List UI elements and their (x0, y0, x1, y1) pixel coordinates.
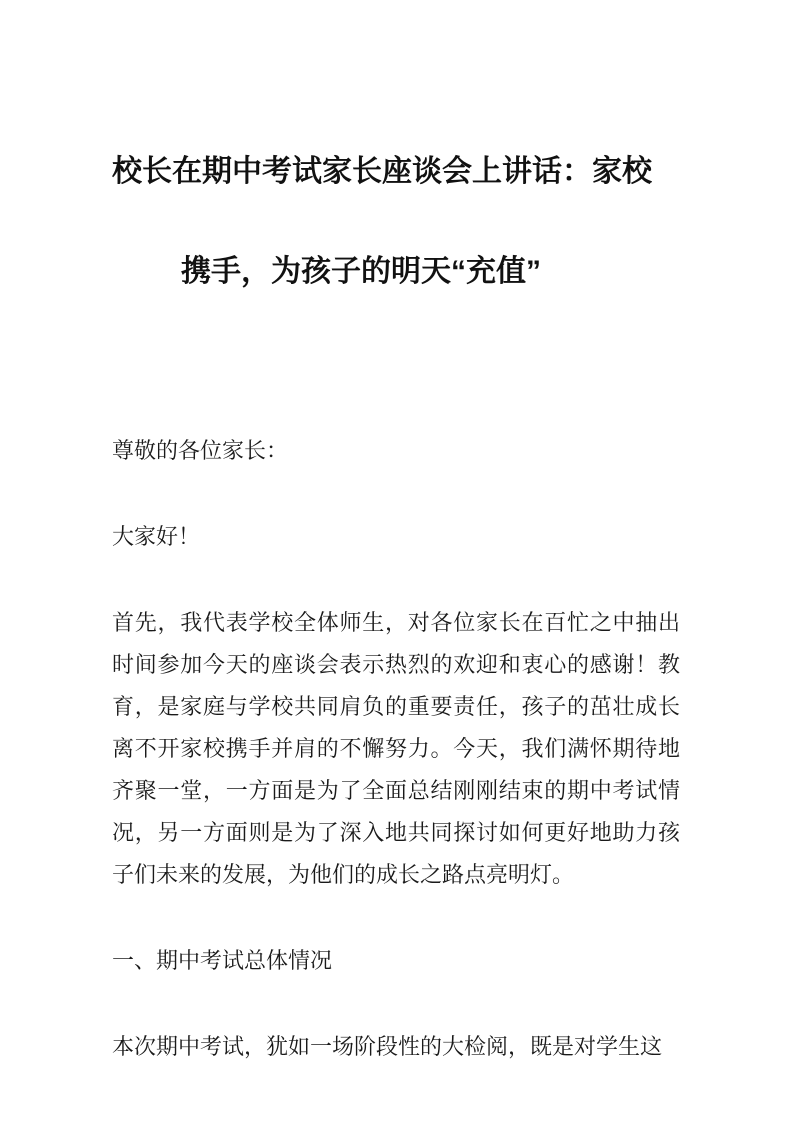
greeting-line: 大家好！ (112, 524, 201, 549)
document-content (112, 0, 680, 1068)
document-body (112, 322, 680, 1068)
section-heading-1: 一、期中考试总体情况 (112, 948, 333, 973)
section-1-paragraph: 本次期中考试，犹如一场阶段性的大检阅，既是对学生这 (112, 1034, 663, 1059)
opening-paragraph: 首先，我代表学校全体师生，对各位家长在百忙之中抽出时间参加今天的座谈会表示热烈的欢迎和衷心的感谢！教育，是家庭与学校共同肩负的重要责任，孩子的茁壮成长离不开家校携手并肩的不懈努力。今天，我们满怀期待地齐聚一堂，一方面是为了全面总结刚刚结束的期中考试情况，另一方面则是为了深入地共同探讨如何更好地助力孩子们未来的发展，为他们的成长之路点亮明灯。 (112, 610, 680, 887)
page-title-line-2: 携手，为孩子的明天“充值” (181, 255, 541, 288)
page-title (112, 0, 680, 322)
salutation-line: 尊敬的各位家长： (112, 438, 289, 463)
page-title-line-1: 校长在期中考试家长座谈会上讲话：家校 (112, 155, 652, 188)
